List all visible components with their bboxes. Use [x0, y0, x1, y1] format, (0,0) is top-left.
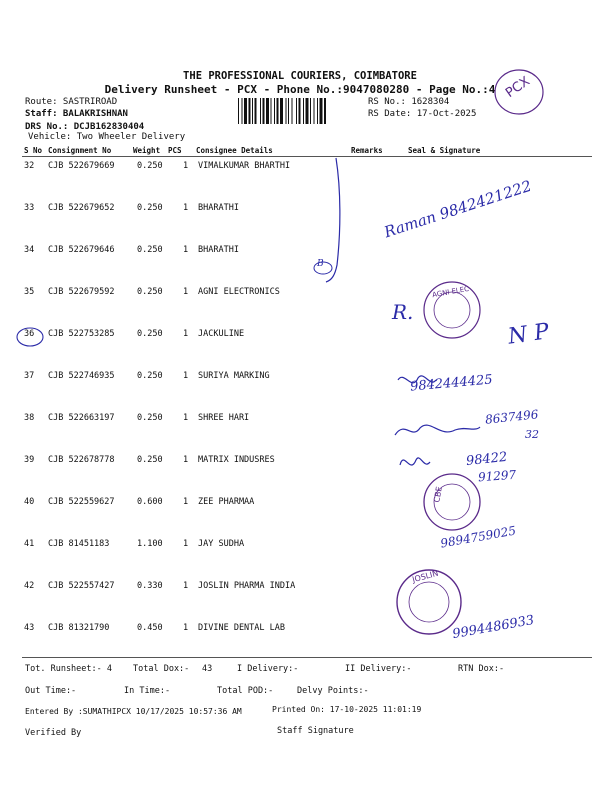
col-weight: Weight: [133, 146, 161, 155]
row-pcs: 1: [183, 371, 189, 381]
row-consignment: CJB 522679646: [48, 245, 115, 255]
vehicle-label: Vehicle: Two Wheeler Delivery: [28, 132, 186, 142]
row-pcs: 1: [183, 539, 189, 549]
row-consignment: CJB 522678778: [48, 455, 115, 465]
row-pcs: 1: [183, 245, 189, 255]
handwritten-note-43: 9994486933: [451, 612, 536, 643]
drs-label: DRS No.: DCJB162830404: [25, 122, 145, 132]
i-delivery: I Delivery:-: [237, 664, 299, 674]
row-pcs: 1: [183, 329, 189, 339]
handwritten-mark-34: B: [317, 259, 324, 269]
agni-stamp-text: AGNI ELEC: [431, 284, 470, 300]
handwritten-phone-38: 8637496: [484, 407, 540, 427]
handwritten-note-33: Raman 9842421222: [381, 176, 534, 242]
row-pcs: 1: [183, 581, 189, 591]
row-consignee: SHREE HARI: [198, 413, 250, 423]
handwritten-note-37: 9842444425: [409, 372, 494, 395]
company-title: THE PROFESSIONAL COURIERS, COIMBATORE: [183, 70, 417, 82]
row-weight: 0.250: [137, 455, 163, 465]
row-weight: 0.250: [137, 161, 163, 171]
row-consignee: JOSLIN PHARMA INDIA: [198, 581, 296, 591]
row-sno: 39: [24, 455, 35, 465]
joslin-stamp-inner: [409, 582, 449, 622]
handwritten-note-39b: 91297: [477, 467, 517, 485]
row-weight: 0.250: [137, 245, 163, 255]
row-consignment: CJB 522663197: [48, 413, 115, 423]
row-sno: 37: [24, 371, 35, 381]
row-weight: 0.250: [137, 203, 163, 213]
row-consignment: CJB 81321790: [48, 623, 110, 633]
row-sno: 35: [24, 287, 35, 297]
row-consignee: JACKULINE: [198, 329, 245, 339]
col-seal-signature: Seal & Signature: [408, 146, 481, 155]
row-consignment: CJB 522557427: [48, 581, 115, 591]
row-36-circle-mark: [17, 328, 43, 346]
row-consignee: DIVINE DENTAL LAB: [198, 623, 285, 633]
row-sno: 32: [24, 161, 35, 171]
row-consignee: BHARATHI: [198, 203, 239, 213]
row-pcs: 1: [183, 287, 189, 297]
handwritten-note-41: 9894759025: [439, 523, 517, 551]
row-pcs: 1: [183, 455, 189, 465]
row-pcs: 1: [183, 413, 189, 423]
row-consignment: CJB 522559627: [48, 497, 115, 507]
staff-label: Staff: BALAKRISHNAN: [25, 109, 128, 119]
row-pcs: 1: [183, 623, 189, 633]
row-consignment: CJB 81451183: [48, 539, 110, 549]
col-consignee: Consignee Details: [196, 146, 273, 155]
col-pcs: PCS: [168, 146, 182, 155]
printed-on: Printed On: 17-10-2025 11:01:19: [272, 705, 422, 714]
row-weight: 1.100: [137, 539, 163, 549]
row-consignee: AGNI ELECTRONICS: [198, 287, 280, 297]
row-weight: 0.600: [137, 497, 163, 507]
total-dox-value: 43: [202, 664, 213, 674]
signature-38: [395, 425, 480, 435]
row-weight: 0.250: [137, 287, 163, 297]
row-weight: 0.250: [137, 371, 163, 381]
joslin-stamp-text: JOSLIN: [411, 568, 440, 585]
row-sno: 36: [24, 329, 35, 339]
row-consignee: MATRIX INDUSRES: [198, 455, 275, 465]
runsheet-subtitle: Delivery Runsheet - PCX - Phone No.:9047080280 - Page No.:4: [104, 83, 496, 96]
col-sno: S No: [24, 146, 43, 155]
row-weight: 0.250: [137, 413, 163, 423]
in-time: In Time:-: [124, 686, 171, 696]
row-consignee: JAY SUDHA: [198, 539, 245, 549]
handwritten-extra-38: 32: [525, 428, 539, 441]
row-sno: 33: [24, 203, 35, 213]
col-remarks: Remarks: [351, 146, 383, 155]
ii-delivery: II Delivery:-: [345, 664, 412, 674]
cbe-stamp-outer: [424, 474, 480, 530]
total-pod: Total POD:-: [217, 686, 274, 696]
row-consignment: CJB 522746935: [48, 371, 115, 381]
row-sno: 38: [24, 413, 35, 423]
row-consignee: ZEE PHARMAA: [198, 497, 255, 507]
out-time: Out Time:-: [25, 686, 77, 696]
signature-39: [400, 458, 430, 465]
tot-runsheet: Tot. Runsheet:- 4: [25, 664, 112, 674]
row-weight: 0.330: [137, 581, 163, 591]
cbe-stamp-text: CBE: [432, 485, 444, 504]
col-consignment: Consignment No: [48, 146, 112, 155]
row-weight: 0.450: [137, 623, 163, 633]
row-sno: 42: [24, 581, 35, 591]
row-weight: 0.250: [137, 329, 163, 339]
delvy-points: Delvy Points:-: [297, 686, 369, 696]
row-consignment: CJB 522679669: [48, 161, 115, 171]
pcx-stamp-text: PCX: [503, 73, 533, 102]
row-sno: 43: [24, 623, 35, 633]
row-consignment: CJB 522753285: [48, 329, 115, 339]
rs-date: RS Date: 17-Oct-2025: [368, 109, 477, 119]
row-sno: 41: [24, 539, 35, 549]
row-pcs: 1: [183, 161, 189, 171]
route-label: Route: SASTRIROAD: [25, 97, 118, 107]
row-consignee: BHARATHI: [198, 245, 239, 255]
entered-by: Entered By :SUMATHIPCX 10/17/2025 10:57:36 AM: [25, 707, 242, 716]
row-sno: 34: [24, 245, 35, 255]
row-consignment: CJB 522679592: [48, 287, 115, 297]
handwritten-signature-36: N P: [506, 319, 551, 350]
total-dox-label: Total Dox:-: [133, 664, 190, 674]
rs-no: RS No.: 1628304: [368, 97, 450, 107]
row-consignment: CJB 522679652: [48, 203, 115, 213]
row-consignee: VIMALKUMAR BHARTHI: [198, 161, 291, 171]
row-sno: 40: [24, 497, 35, 507]
handwritten-signature-35: R.: [392, 300, 414, 324]
handwritten-note-39a: 98422: [465, 449, 509, 470]
row-pcs: 1: [183, 497, 189, 507]
row-consignee: SURIYA MARKING: [198, 371, 270, 381]
verified-by: Verified By: [25, 728, 82, 738]
staff-signature: Staff Signature: [277, 726, 354, 736]
row-pcs: 1: [183, 203, 189, 213]
rtn-dox: RTN Dox:-: [458, 664, 505, 674]
